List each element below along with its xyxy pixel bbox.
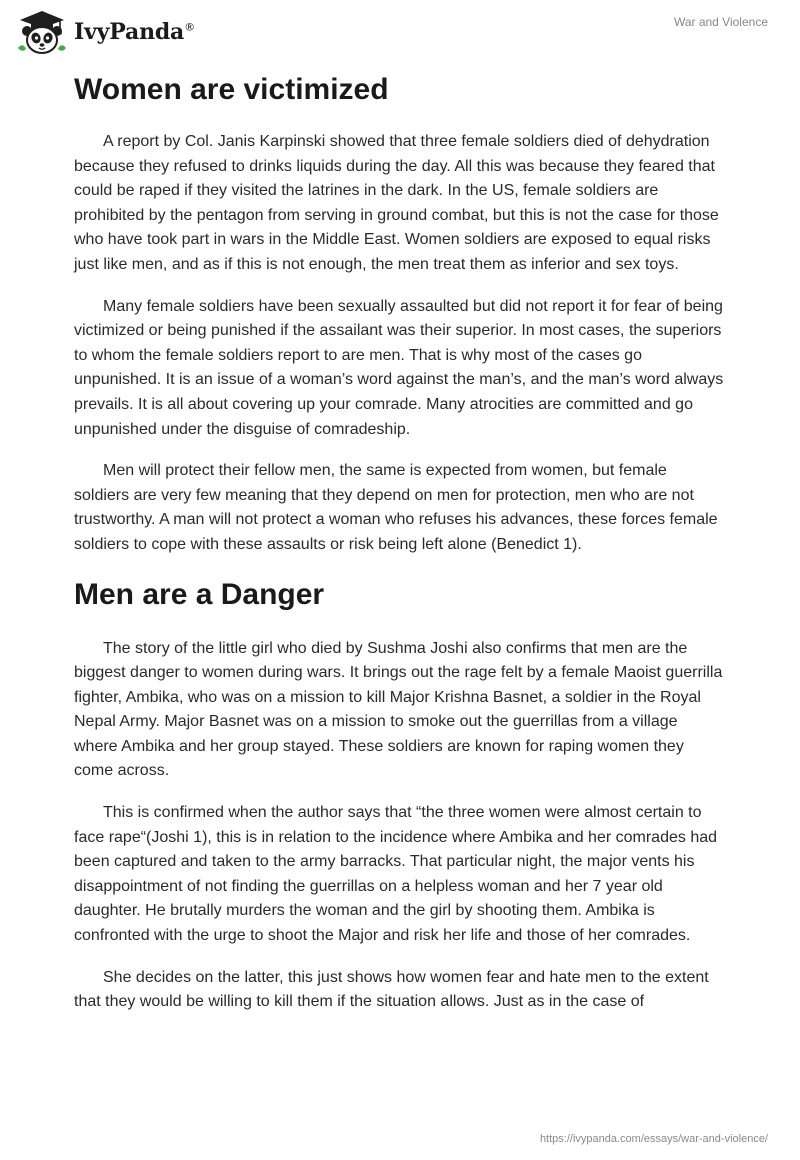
page-header: [0, 0, 800, 60]
section-heading: Men are a Danger: [74, 577, 325, 611]
paragraph: This is confirmed when the author says that “the three women were almost certain to face rape“(Joshi 1), this is in relation to the incidence where Ambika and her comrades had been captured and taken to the army barracks. That particular night, the major vents his disappointment of not finding the guerrillas on a helpless woman and her 7 year old daughter. He brutally murders the woman and the girl by shooting them. Ambika is confronted with the urge to shoot the Major and risk her life and those of her comrades.: [74, 804, 718, 945]
essay-content: [74, 70, 724, 1032]
paragraph: A report by Col. Janis Karpinski showed that three female soldiers died of dehydration because they refused to drinks liquids during the day. All this was because they feared that could be raped if they visited the latrines in the dark. In the US, female soldiers are prohibited by the pentagon from serving in ground combat, but this is not the case for those who have took part in wars in the Middle East. Women soldiers are exposed to equal risks just like men, and as if this is not enough, the men treat them as inferior and sex toys.: [74, 133, 719, 273]
brand-name: IvyPanda®: [74, 19, 195, 45]
section-women-are-victimized: [74, 70, 724, 558]
document-topic: War and Violence: [673, 15, 768, 29]
brand-logo[interactable]: [14, 8, 195, 56]
paragraph: The story of the little girl who died by Sushma Joshi also confirms that men are the biggest danger to women during wars. It brings out the rage felt by a female Maoist guerrilla fighter, Ambika, who was on a mission to kill Major Krishna Basnet, a soldier in the Royal Nepal Army. Major Basnet was on a mission to smoke out the guerrillas from a village where Ambika and her group stayed. These soldiers are known for raping women they come across.: [74, 639, 723, 780]
section-men-are-a-danger: [74, 575, 724, 1015]
section-heading: Women are victimized: [74, 73, 389, 106]
registered-mark: ®: [184, 20, 195, 34]
panda-logo-icon: [14, 8, 70, 56]
paragraph: Many female soldiers have been sexually assaulted but did not report it for fear of being victimized or being punished if the assailant was their superior. In most cases, the superiors to whom the female soldiers report to are men. That is why most of the cases go unpunished. It is an issue of a woman’s word against the man’s, and the man’s word always prevails. It is all about covering up your comrade. Many atrocities are committed and go unpunished under the disguise of comradeship.: [74, 297, 724, 438]
source-url-link[interactable]: https://ivypanda.com/essays/war-and-violence/: [539, 1133, 768, 1145]
paragraph: She decides on the latter, this just shows how women fear and hate men to the extent that they would be willing to kill them if the situation allows. Just as in the case of: [74, 968, 709, 1011]
paragraph: Men will protect their fellow men, the same is expected from women, but female soldiers are very few meaning that they depend on men for protection, men who are not trustworthy. A man will not protect a woman who refuses his advances, these forces female soldiers to cope with these assaults or risk being left alone (Benedict 1).: [74, 462, 718, 553]
